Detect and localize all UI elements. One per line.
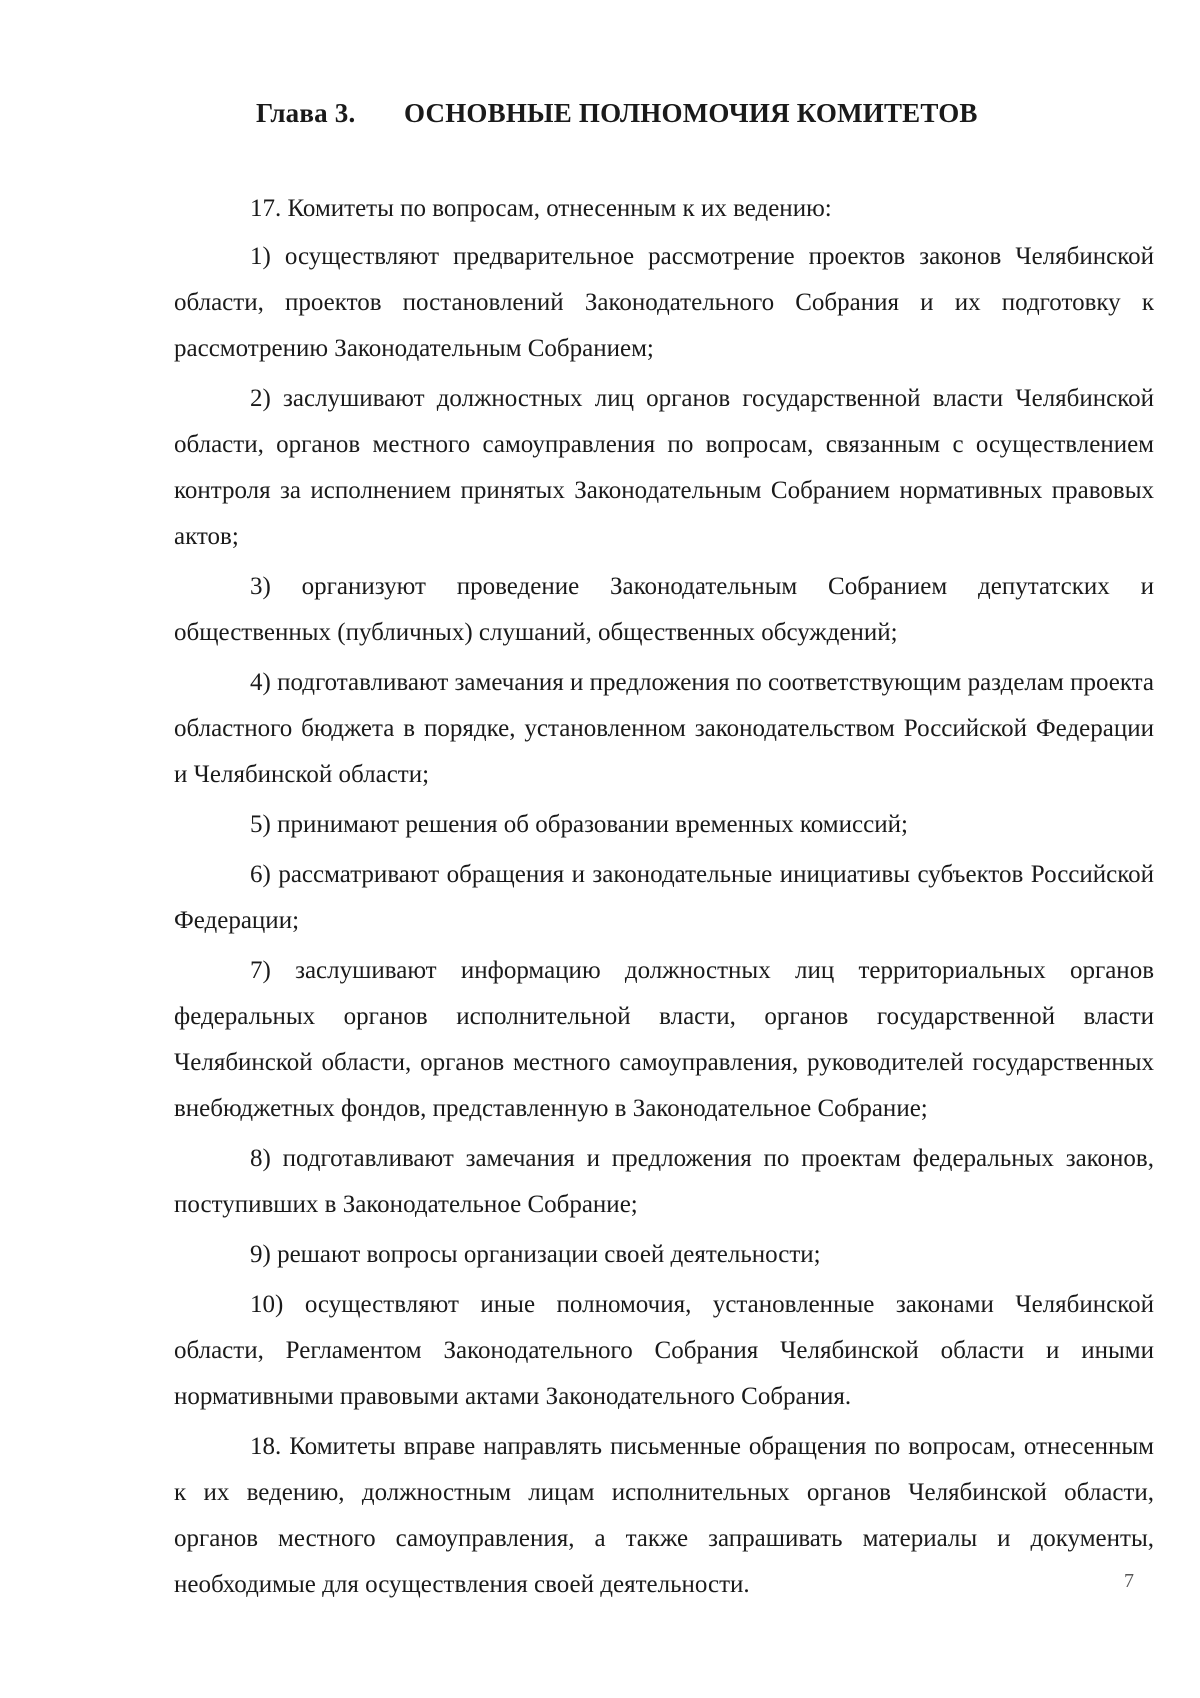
article-17-item-4: 4) подготавливают замечания и предложения по соответствующим разделам проекта областного бюджета в порядке, установленном законодательством Российской Федерации и Челябинской области;	[174, 669, 1154, 788]
chapter-heading	[256, 98, 978, 129]
chapter-number: Глава 3.	[256, 98, 356, 128]
article-17-intro: 17. Комитеты по вопросам, отнесенным к их ведению:	[250, 195, 832, 222]
article-17-item-8: 8) подготавливают замечания и предложения по проектам федеральных законов, поступивших в Законодательное Собрание;	[174, 1145, 1154, 1218]
article-18: 18. Комитеты вправе направлять письменные обращения по вопросам, отнесенным к их ведению, должностным лицам исполнительных органов Челябинской области, органов местного самоуправления, а также запрашивать материалы и документы, необходимые для осуществления своей деятельности.	[174, 1433, 1154, 1598]
page-number: 7	[1124, 1570, 1134, 1592]
article-17-item-6: 6) рассматривают обращения и законодательные инициативы субъектов Российской Федерации;	[174, 861, 1154, 934]
article-17-item-2: 2) заслушивают должностных лиц органов государственной власти Челябинской области, органов местного самоуправления по вопросам, связанным с осуществлением контроля за исполнением принятых Законодательным Собранием нормативных правовых актов;	[174, 385, 1154, 550]
chapter-body	[174, 186, 1154, 1612]
article-17-item-1: 1) осуществляют предварительное рассмотрение проектов законов Челябинской области, проектов постановлений Законодательного Собрания и их подготовку к рассмотрению Законодательным Собранием;	[174, 243, 1154, 362]
article-17-item-3: 3) организуют проведение Законодательным Собранием депутатских и общественных (публичных) слушаний, общественных обсуждений;	[174, 573, 1154, 646]
article-17-item-7: 7) заслушивают информацию должностных лиц территориальных органов федеральных органов исполнительной власти, органов государственной власти Челябинской области, органов местного самоуправления, руководителей государственных внебюджетных фондов, представленную в Законодательное Собрание;	[174, 957, 1154, 1122]
article-17-item-5: 5) принимают решения об образовании временных комиссий;	[250, 811, 908, 838]
article-17-item-10: 10) осуществляют иные полномочия, установленные законами Челябинской области, Регламентом Законодательного Собрания Челябинской области и иными нормативными правовыми актами Законодательного Собрания.	[174, 1291, 1154, 1410]
chapter-title: ОСНОВНЫЕ ПОЛНОМОЧИЯ КОМИТЕТОВ	[404, 98, 978, 128]
article-17-item-9: 9) решают вопросы организации своей деятельности;	[250, 1241, 821, 1268]
